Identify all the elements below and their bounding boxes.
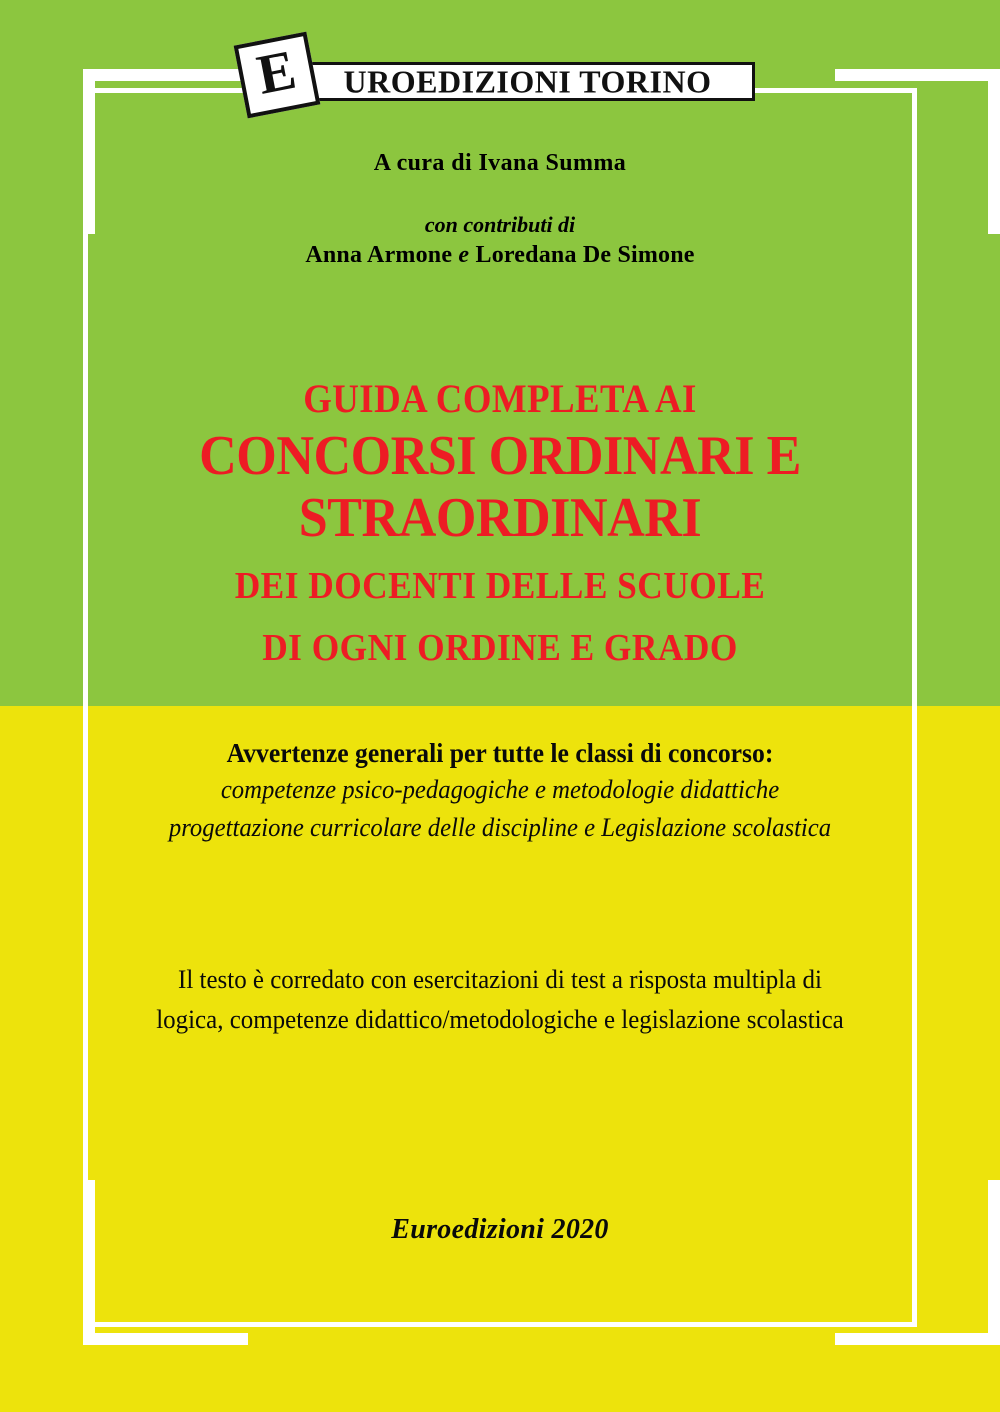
publisher-logo [240, 36, 760, 116]
title-line-1: GUIDA COMPLETA AI [303, 376, 697, 421]
publisher-initial-letter: E [252, 38, 301, 107]
frame-rule-right [912, 88, 917, 1327]
subtitle-heading: Avvertenze generali per tutte le classi di concorso: [226, 738, 774, 768]
subtitle-line-2: progettazione curricolare delle discipline e Legislazione scolastica [168, 812, 832, 842]
editor-credit: A cura di Ivana Summa [373, 150, 627, 176]
subtitle-block [0, 736, 1000, 846]
contributors-label: con contributi di [424, 212, 576, 237]
corner-bracket-arm-horizontal [835, 1333, 1000, 1345]
main-title [0, 378, 1000, 669]
corner-bracket-arm-horizontal [83, 1333, 248, 1345]
corner-bracket-arm-horizontal [83, 69, 248, 81]
contributor-name-second: Loredana De Simone [475, 242, 695, 268]
frame-rule-left [83, 88, 88, 1327]
corner-bracket-bottom-right [835, 1180, 1000, 1345]
contributors-conjunction: e [458, 242, 470, 268]
description-line-2: logica, competenze didattico/metodologiche e legislazione scolastica [156, 1005, 844, 1035]
title-line-4: DI OGNI ORDINE E GRADO [262, 627, 738, 670]
corner-bracket-arm-vertical [83, 1180, 95, 1345]
description-block [0, 960, 1000, 1041]
subtitle-line-1: competenze psico-pedagogiche e metodologie didattiche [220, 775, 780, 805]
title-line-2: CONCORSI ORDINARI E STRAORDINARI [199, 425, 801, 549]
contributor-name-first: Anna Armone [305, 242, 453, 268]
title-line-3: DEI DOCENTI DELLE SCUOLE [234, 565, 766, 608]
corner-bracket-bottom-left [83, 1180, 248, 1345]
corner-bracket-arm-vertical [988, 1180, 1000, 1345]
corner-bracket-arm-horizontal [835, 69, 1000, 81]
description-line-1: Il testo è corredato con esercitazioni di test a risposta multipla di [178, 965, 822, 994]
imprint-year: Euroedizioni 2020 [391, 1214, 609, 1245]
publisher-wordmark-box [300, 62, 755, 101]
publisher-wordmark-text: UROEDIZIONI TORINO [343, 62, 712, 99]
contributors-names [0, 242, 1000, 269]
publisher-initial-badge-icon [234, 32, 321, 119]
